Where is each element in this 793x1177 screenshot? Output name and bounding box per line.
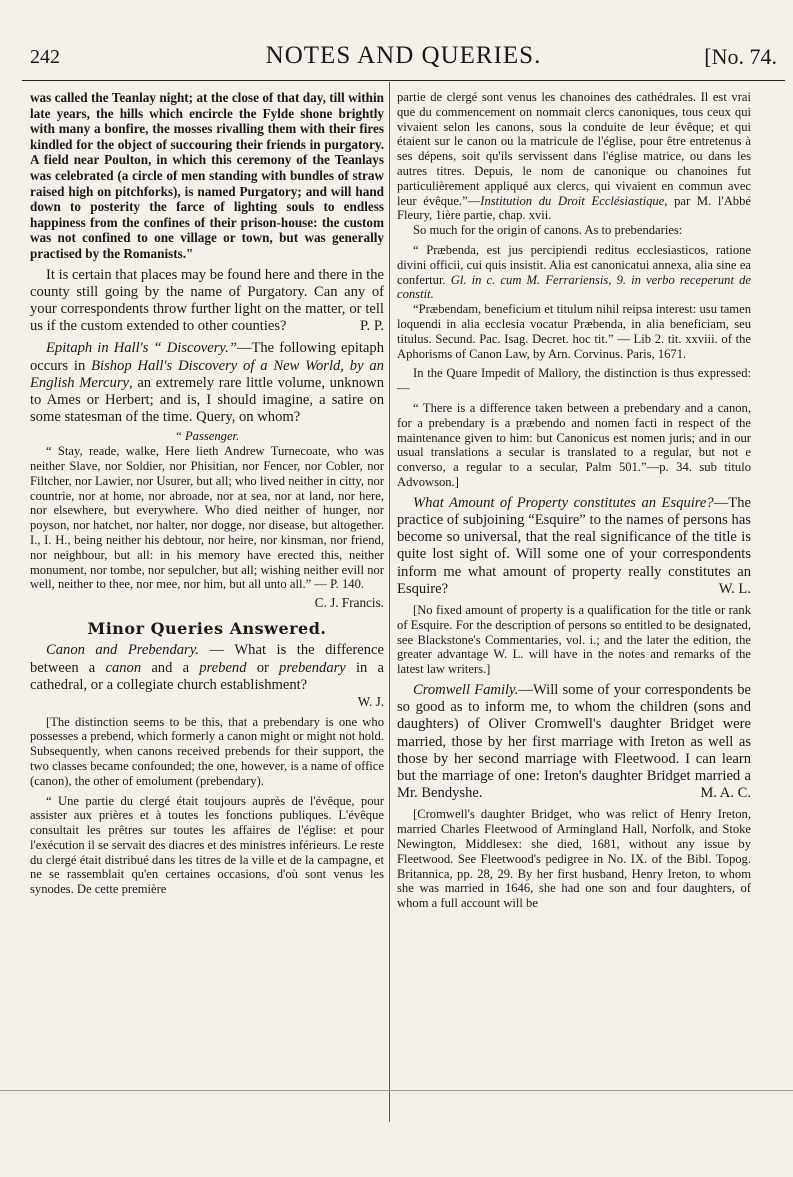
esquire-answer: [No fixed amount of property is a qualification for the title or rank of Esquire. For the description of persons so entitled to be designated, see Blackstone's Commentaries, vol. i.; and the later the edition, the greater advantage W. L. will have in the notes and remarks of the latest law writers.] <box>397 602 751 677</box>
issue-number: [No. 74. <box>704 44 777 69</box>
page <box>22 38 785 1123</box>
canon-query: Canon and Prebendary. — What is the difference between a canon and a prebend or prebendary in a cathedral, or a collegiate church establishment? <box>30 642 384 693</box>
signature-wj: W. J. <box>357 693 384 709</box>
epitaph-query: Epitaph in Hall's “ Discovery.”—The following epitaph occurs in Bishop Hall's Discovery of a New World, by an English Mercury, an extremely rare little volume, unknown to Ames or Herbert; and is, I should imagine, a satire on some statesman of the time. Query, on whom? <box>30 340 384 426</box>
journal-title: NOTES AND QUERIES. <box>265 42 542 69</box>
prebendaries-intro: So much for the origin of canons. As to prebendaries: <box>413 223 683 238</box>
esquire-query: What Amount of Property constitutes an Esquire?—The practice of subjoining “Esquire” to the names of persons has become so universal, that the real significance of the title is quite lost sight of. Will some one of your correspondents inform me what amount of property really constitutes an Esquire? W. L. <box>397 494 751 597</box>
quare-impedit: In the Quare Impedit of Mallory, the distinction is thus expressed: — <box>397 366 751 396</box>
bottom-edge <box>0 1090 793 1091</box>
purgatory-query: It is certain that places may be found here and there in the county still going by the name of Purgatory. Can any of your correspondents throw further light on the matter, or tell us if the custom extended to other counties? P. P. <box>30 266 384 335</box>
column-divider <box>389 82 390 1122</box>
praebendam-quote: “Præbendam, beneficium et titulum nihil reipsa interest: usu tamen loquendi in alia ecclesia vocatur Præbenda, in alia beneficiam, seu titulus. Secund. Pac. Isag. Decret. hoc tit.” — Lib 2. tit. xxviii. of the Aphorisms of Canon Law, by Arn. Corvinus. Paris, 1671. <box>397 302 751 361</box>
left-column <box>30 90 384 897</box>
french-quote-cont: partie de clergé sont venus les chanoines des cathédrales. Il est vrai que du commencement on nommait clercs canoniques, tous ceux qui vivaient selon les canons, sous la conduite de leur évêque; et qui étaient sur le canon ou la matricule de l'église, pour être entretenus à ses dépens, soit qu'ils servissent dans l'église matrice, ou dans les autres titres. Depuis, le nom de canonique ou chanoines fut particulièrement appliqué aux clercs, qui vivaient en commun avec leur évêque.”—Institution du Droit Ecclésiastique, par M. l'Abbé Fleury, 1ière partie, chap. xvii. <box>397 90 751 223</box>
minor-queries-heading: Minor Queries Answered. <box>87 618 327 638</box>
canon-answer: [The distinction seems to be this, that a prebendary is one who possesses a prebend, which formerly a canon might or might not hold. Subsequently, when canons received prebends for their support, the two classes became confounded; the one, however, is a name of office (canon), the other of emolument (prebendary). <box>30 714 384 788</box>
epitaph-text: “ Stay, reade, walke, Here lieth Andrew Turnecoate, who was neither Slave, nor Soldier, nor Phisitian, nor Fencer, nor Cobler, nor Filtcher, nor Lawier, nor Usurer, but all; who lived neither in citty, nor countrie, nor at home, nor abroade, nor at sea, nor at land, nor here, nor elsewhere, but everywhere. Who died neither of hunger, nor poyson, nor hatchet, nor halter, nor dogge, nor disease, but altogether. I., I. H., being neither his debtour, nor heire, nor kinsman, nor friend, nor neighbour, but all: in his memory have erected this, neither monument, nor tombe, nor sepulcher, but all; wishing neither evill nor well, neither to thee, nor mee, nor him, but all unto all.” — P. 140. <box>30 444 384 592</box>
french-quote: “ Une partie du clergé était toujours auprès de l'évêque, pour assister aux prières et à toutes les fonctions publiques. L'évêque consultait les prêtres sur toutes les affaires de l'église: et pour l'exécution il se servait des diacres et des ministres inférieurs. Le reste du clergé était distribué dans les titres de la ville et de la campagne, et ne se rassemblait qu'en certaines occasions, d'où sont venus les synodes. De cette première <box>30 793 384 897</box>
cromwell-query: Cromwell Family.—Will some of your correspondents be so good as to inform me, to whom the children (sons and daughters) of Oliver Cromwell's daughter Bridget were married, those by her first marriage with Ireton as well as those by her second marriage with Fleetwood. I can learn but the marriage of one: Ireton's daughter Bridget married a Mr. Bendyshe. M. A. C. <box>397 681 751 802</box>
prebendary-difference: “ There is a difference taken between a prebendary and a canon, for a prebendary is a præbendo and nomen facti in respect of the maintenance given to him: but Canonicus est nomen juris; and in our usual translations a secular is translated to a regular, but not e converso, a regular to a secular, Palm 501.”—p. 34. sub titulo Advowson.] <box>397 400 751 489</box>
passenger-line: “ Passenger. <box>174 429 240 444</box>
page-number: 242 <box>30 46 60 68</box>
signature-francis: C. J. Francis. <box>314 595 384 611</box>
right-column <box>397 90 751 911</box>
praebenda-quote: “ Præbenda, est jus percipiendi reditus ecclesiasticos, ratione divini officii, cui quis insistit. Alia est canonicatui annexa, alia sine ea confertur. Gl. in c. cum M. Ferrariensis, 9. in verbo receperunt de constit. <box>397 242 751 302</box>
teanlay-paragraph: was called the Teanlay night; at the close of that day, till within late years, the hills which encircle the Fylde shone brightly with many a bonfire, the mosses rivalling them with their fires kindled for the object of succouring their friends in purgatory. A field near Poulton, in which this ceremony of the Teanlays was celebrated (a circle of men standing with bundles of straw raised high on pitchforks), is named Purgatory; and will hand down to posterity the farce of lighting souls to endless happiness from the confines of their prison-house: the custom was not confined to one village or town, but was generally practised by the Romanists." <box>30 90 384 261</box>
signature-wl: W. L. <box>718 580 751 597</box>
cromwell-answer: [Cromwell's daughter Bridget, who was relict of Henry Ireton, married Charles Fleetwood of Armingland Hall, Norfolk, and Stoke Newington, Middlesex: she died, 1681, without any issue by Fleetwood. See Fleetwood's pedigree in No. IX. of the Bibl. Topog. Britannica, pp. 28, 29. By her first husband, Henry Ireton, to whom she was married in 1646, she had one son and four daughters, of whom a full account will be <box>397 807 751 911</box>
signature-mac: M. A. C. <box>700 785 751 802</box>
epitaph-title: Epitaph in Hall's “ Discovery.” <box>46 340 237 357</box>
signature-pp: P. P. <box>360 318 384 335</box>
page-header <box>22 38 785 81</box>
book-title: Bishop Hall's Discovery of a New World, by an English Mercury <box>30 357 384 391</box>
